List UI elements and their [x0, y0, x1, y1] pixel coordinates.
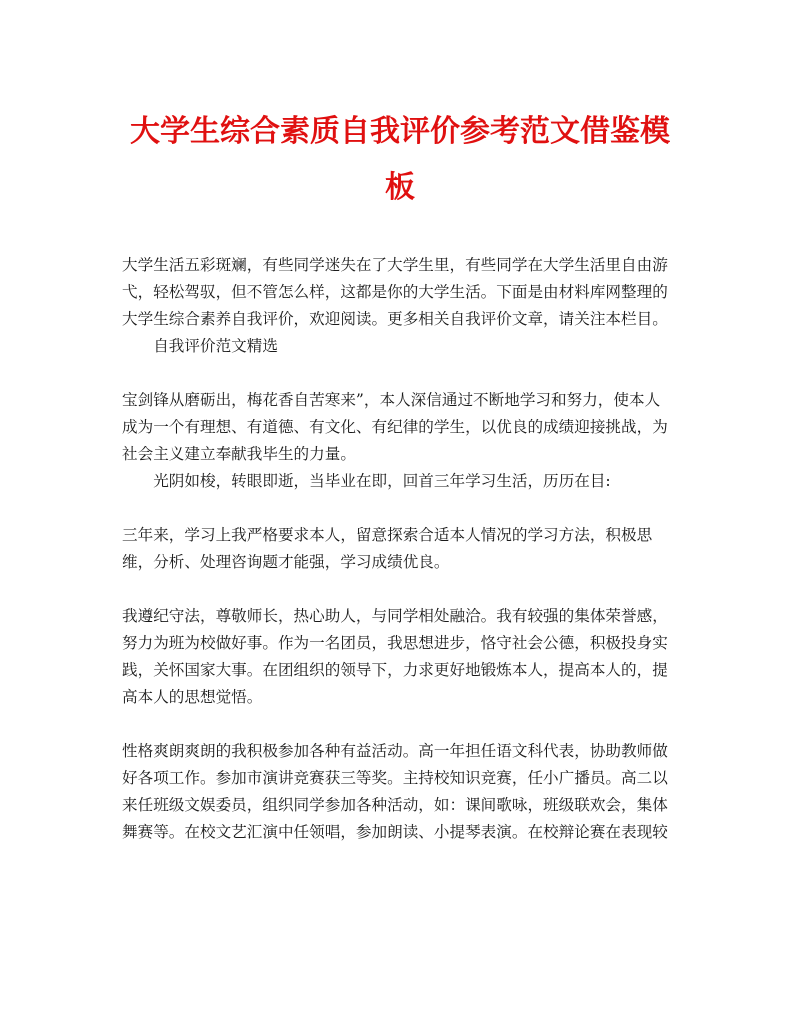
paragraph-study: 三年来，学习上我严格要求本人，留意探索合适本人情况的学习方法，积极思维，分析、处理咨询题才能强，学习成绩优良。 — [122, 526, 653, 571]
document-body — [122, 252, 675, 846]
paragraph-activities: 性格爽朗爽朗的我积极参加各种有益活动。高一年担任语文科代表，协助教师做好各项工作。参加市演讲竞赛获三等奖。主持校知识竞赛，任小广播员。高二以来任班级文娱委员，组织同学参加各种活动，如：课间歌咏，班级联欢会，集体舞赛等。在校文艺汇演中任领唱，参加朗读、小提琴表演。在校辩论赛在表现较 — [122, 742, 668, 841]
document-title — [110, 104, 690, 216]
title-line-2: 板 — [385, 170, 415, 205]
paragraph-motto: 宝剑锋从磨砺出，梅花香自苦寒来”，本人深信通过不断地学习和努力，使本人成为一个有理想、有道德、有文化、有纪律的学生，以优良的成绩迎接挑战，为社会主义建立奉献我毕生的力量。 — [122, 391, 668, 463]
title-line-1: 大学生综合素质自我评价参考范文借鉴模 — [130, 114, 670, 149]
paragraph-intro: 大学生活五彩斑斓，有些同学迷失在了大学生里，有些同学在大学生活里自由游弋，轻松驾驭，但不管怎么样，这都是你的大学生活。下面是由材料库网整理的大学生综合素养自我评价，欢迎阅读。更多相关自我评价文章，请关注本栏目。 — [122, 256, 668, 328]
section-heading: 自我评价范文精选 — [153, 337, 278, 355]
paragraph-conduct: 我遵纪守法，尊敬师长，热心助人，与同学相处融洽。我有较强的集体荣誉感，努力为班为校做好事。作为一名团员，我思想进步，恪守社会公德，积极投身实践，关怀国家大事。在团组织的领导下，力求更好地锻炼本人，提高本人的，提高本人的思想觉悟。 — [122, 607, 668, 706]
paragraph-reflection: 光阴如梭，转眼即逝，当毕业在即，回首三年学习生活，历历在目: — [153, 472, 611, 490]
